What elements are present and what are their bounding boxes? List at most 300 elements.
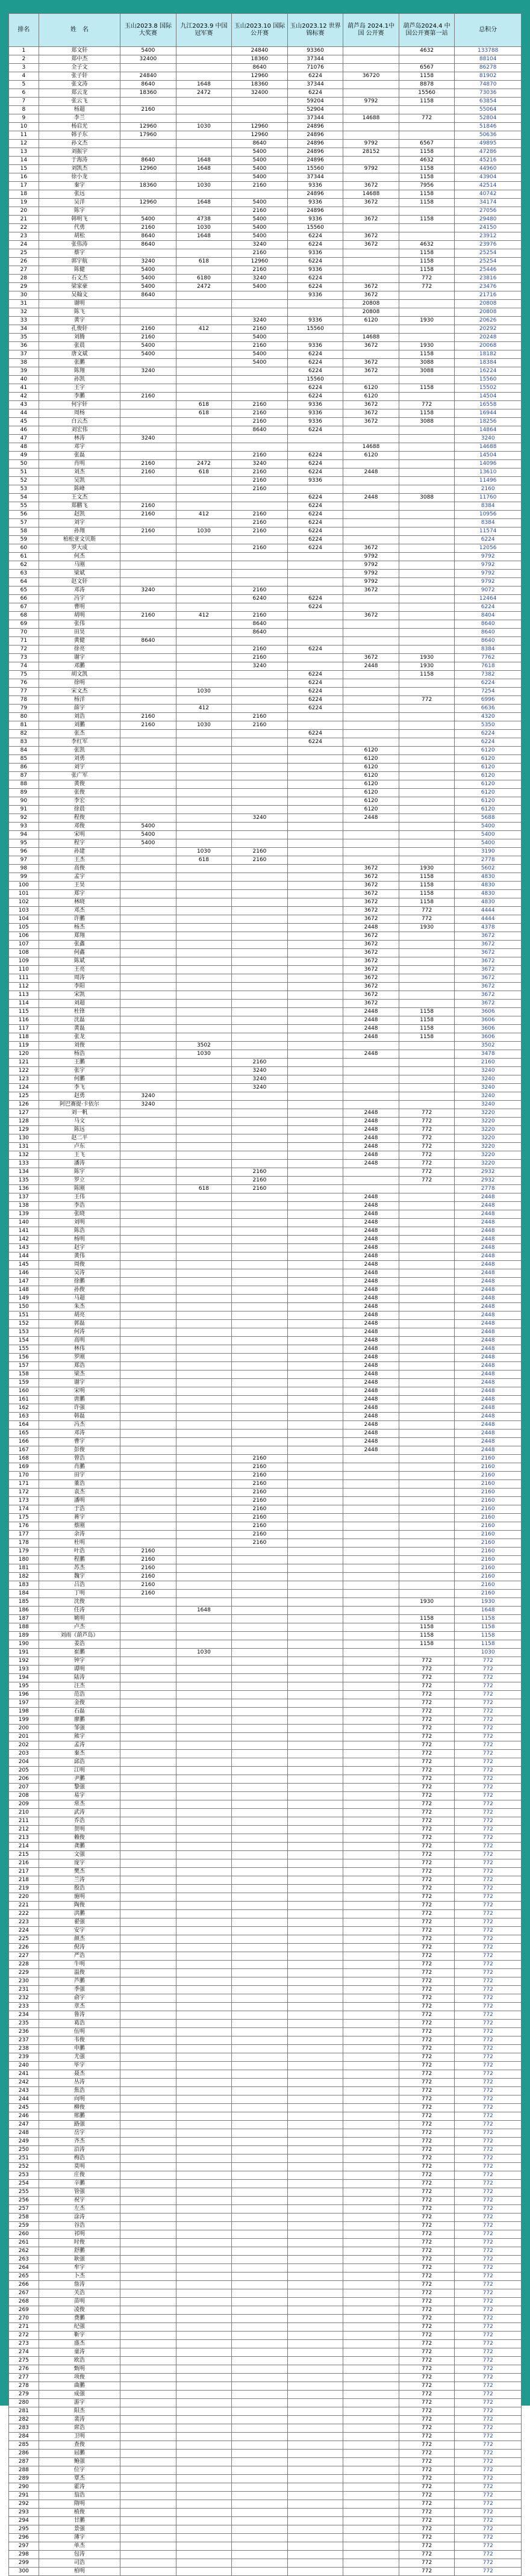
table-row: [9, 216, 522, 224]
cell-event-2: [176, 2416, 232, 2424]
cell-event-4: [287, 1025, 343, 1033]
cell-event-1: [120, 1725, 176, 1733]
cell-event-4: [287, 1109, 343, 1118]
cell-rank: 298: [9, 2551, 39, 2559]
cell-rank: 11: [9, 131, 39, 140]
cell-event-3: [232, 865, 288, 873]
cell-event-6: [399, 1573, 455, 1581]
cell-event-6: 15560: [399, 89, 455, 98]
cell-event-4: [287, 2365, 343, 2374]
cell-event-6: [399, 586, 455, 595]
cell-event-5: [343, 603, 399, 612]
cell-event-4: [287, 1666, 343, 1674]
cell-event-4: [287, 2348, 343, 2357]
cell-event-2: [176, 738, 232, 747]
cell-total: 9072: [455, 586, 522, 595]
cell-rank: 169: [9, 1463, 39, 1472]
cell-event-6: 772: [399, 2348, 455, 2357]
cell-event-4: [287, 1548, 343, 1556]
cell-event-1: [120, 2559, 176, 2568]
cell-rank: 154: [9, 1337, 39, 1345]
cell-total: 772: [455, 1977, 522, 1986]
cell-name: 张晓: [39, 1210, 120, 1219]
cell-event-3: [232, 2559, 288, 2568]
header-event-4: 玉山2023.12 世界锦标赛: [287, 14, 343, 47]
table-row: [9, 1033, 522, 1042]
cell-total: 2448: [455, 1370, 522, 1379]
cell-total: 772: [455, 2036, 522, 2045]
cell-event-1: [120, 662, 176, 671]
cell-rank: 194: [9, 1674, 39, 1682]
cell-total: 2448: [455, 1269, 522, 1278]
cell-event-4: [287, 2197, 343, 2205]
cell-event-2: [176, 64, 232, 72]
cell-event-6: [399, 1244, 455, 1252]
cell-event-1: [120, 595, 176, 603]
cell-event-3: [232, 2138, 288, 2146]
cell-event-1: [120, 1961, 176, 1969]
cell-rank: 39: [9, 367, 39, 376]
cell-name: 冯宇: [39, 595, 120, 603]
table-row: [9, 384, 522, 393]
cell-event-1: [120, 1918, 176, 1927]
cell-event-3: [232, 1809, 288, 1817]
cell-event-1: [120, 1539, 176, 1548]
cell-event-3: [232, 1944, 288, 1952]
cell-total: 772: [455, 2568, 522, 2576]
table-row: [9, 1859, 522, 1868]
cell-event-6: 772: [399, 1986, 455, 1994]
cell-event-6: [399, 452, 455, 460]
cell-event-2: [176, 1387, 232, 1396]
cell-event-2: [176, 1581, 232, 1590]
cell-total: 1648: [455, 1607, 522, 1615]
cell-event-4: [287, 1750, 343, 1758]
table-row: [9, 409, 522, 418]
cell-event-4: [287, 1564, 343, 1573]
cell-event-1: [120, 1480, 176, 1489]
table-row: [9, 2070, 522, 2079]
cell-event-3: [232, 578, 288, 586]
cell-event-5: [343, 1632, 399, 1640]
cell-event-3: [232, 2441, 288, 2450]
cell-event-3: [232, 2197, 288, 2205]
table-row: [9, 2214, 522, 2222]
cell-event-1: [120, 477, 176, 485]
cell-total: 3672: [455, 957, 522, 966]
cell-total: 1158: [455, 1623, 522, 1632]
ranking-table-container[interactable]: [8, 13, 522, 2574]
cell-event-3: [232, 2121, 288, 2129]
cell-name: 耿强: [39, 2256, 120, 2264]
cell-name: 刘宇: [39, 519, 120, 527]
cell-event-2: [176, 831, 232, 839]
cell-event-4: 24896: [287, 207, 343, 216]
cell-event-1: [120, 1413, 176, 1421]
cell-name: 隋明: [39, 2500, 120, 2509]
cell-event-1: 8640: [120, 241, 176, 249]
cell-name: 孟宇: [39, 873, 120, 882]
table-row: [9, 1042, 522, 1050]
cell-name: 詹涛: [39, 2281, 120, 2289]
cell-rank: 58: [9, 527, 39, 536]
cell-event-2: [176, 1927, 232, 1935]
cell-event-5: 2448: [343, 1362, 399, 1370]
cell-event-3: [232, 2205, 288, 2214]
table-row: [9, 241, 522, 249]
cell-total: 1158: [455, 1615, 522, 1623]
table-row: [9, 1320, 522, 1328]
cell-rank: 38: [9, 359, 39, 367]
cell-event-3: 12960: [232, 131, 288, 140]
cell-event-3: 3240: [232, 1084, 288, 1092]
cell-event-3: [232, 1227, 288, 1236]
cell-rank: 248: [9, 2129, 39, 2138]
cell-event-4: [287, 1160, 343, 1168]
cell-name: 张龙: [39, 1033, 120, 1042]
cell-total: 2448: [455, 1404, 522, 1413]
cell-rank: 292: [9, 2500, 39, 2509]
cell-event-2: [176, 764, 232, 772]
cell-name: 杨超: [39, 106, 120, 114]
table-row: [9, 662, 522, 671]
cell-total: 7254: [455, 688, 522, 696]
cell-event-5: [343, 2525, 399, 2534]
table-row: [9, 2230, 522, 2239]
cell-rank: 253: [9, 2171, 39, 2180]
cell-event-3: [232, 553, 288, 561]
cell-event-5: [343, 1800, 399, 1809]
cell-event-1: [120, 2382, 176, 2391]
cell-event-3: [232, 1311, 288, 1320]
cell-name: 蒋宇: [39, 1514, 120, 1522]
cell-total: 3672: [455, 991, 522, 1000]
cell-event-6: 772: [399, 2306, 455, 2315]
cell-rank: 85: [9, 755, 39, 764]
cell-name: 丁明: [39, 1590, 120, 1598]
cell-name: 田宇: [39, 1472, 120, 1480]
cell-event-3: 2160: [232, 485, 288, 494]
cell-event-5: 2448: [343, 1286, 399, 1295]
cell-event-4: 6224: [287, 738, 343, 747]
cell-event-1: 5400: [120, 350, 176, 359]
cell-total: 772: [455, 2129, 522, 2138]
cell-event-4: [287, 2559, 343, 2568]
cell-event-6: 1158: [399, 350, 455, 359]
cell-rank: 226: [9, 1944, 39, 1952]
cell-name: 林伟: [39, 1345, 120, 1354]
cell-event-3: [232, 2534, 288, 2542]
cell-event-6: 772: [399, 114, 455, 123]
cell-event-6: 772: [399, 1725, 455, 1733]
cell-event-5: [343, 1977, 399, 1986]
cell-event-3: [232, 1843, 288, 1851]
cell-name: 徐鹏: [39, 1278, 120, 1286]
cell-name: 裴涛: [39, 2416, 120, 2424]
cell-event-6: 772: [399, 1784, 455, 1792]
cell-event-5: [343, 1876, 399, 1885]
cell-event-3: [232, 2045, 288, 2053]
cell-event-6: 772: [399, 2028, 455, 2036]
cell-event-6: 772: [399, 1834, 455, 1843]
cell-event-2: [176, 1708, 232, 1716]
cell-event-3: 2160: [232, 477, 288, 485]
cell-rank: 205: [9, 1767, 39, 1775]
table-row: [9, 2247, 522, 2256]
cell-name: 韩明飞: [39, 216, 120, 224]
cell-event-6: 1158: [399, 266, 455, 275]
cell-event-2: [176, 2357, 232, 2365]
cell-event-3: [232, 1775, 288, 1784]
cell-event-2: [176, 1885, 232, 1893]
cell-rank: 111: [9, 974, 39, 983]
cell-rank: 42: [9, 393, 39, 401]
cell-rank: 117: [9, 1025, 39, 1033]
cell-event-3: 3240: [232, 460, 288, 468]
cell-event-2: [176, 620, 232, 629]
cell-rank: 161: [9, 1396, 39, 1404]
cell-event-3: [232, 1657, 288, 1666]
cell-event-3: 32400: [232, 89, 288, 98]
cell-event-3: 2160: [232, 1531, 288, 1539]
table-row: [9, 182, 522, 190]
cell-total: 88104: [455, 55, 522, 64]
cell-event-5: [343, 1741, 399, 1750]
cell-total: 55064: [455, 106, 522, 114]
cell-event-5: 2448: [343, 1311, 399, 1320]
cell-total: 24150: [455, 224, 522, 232]
cell-total: 772: [455, 2230, 522, 2239]
cell-event-4: 6224: [287, 679, 343, 688]
cell-total: 15560: [455, 376, 522, 384]
cell-event-5: [343, 2306, 399, 2315]
table-row: [9, 2053, 522, 2062]
table-row: [9, 1826, 522, 1834]
cell-name: 袁杰: [39, 1489, 120, 1497]
cell-event-4: [287, 983, 343, 991]
cell-event-5: [343, 1817, 399, 1826]
cell-total: 2448: [455, 1320, 522, 1328]
cell-total: 772: [455, 2062, 522, 2070]
table-row: [9, 1210, 522, 1219]
cell-event-6: [399, 1202, 455, 1210]
cell-rank: 276: [9, 2365, 39, 2374]
cell-event-6: [399, 1286, 455, 1295]
cell-event-1: [120, 1455, 176, 1463]
cell-total: 772: [455, 2264, 522, 2273]
cell-total: 3672: [455, 949, 522, 957]
cell-name: 常杰: [39, 1800, 120, 1809]
cell-total: 3190: [455, 848, 522, 856]
cell-total: 772: [455, 1826, 522, 1834]
cell-event-3: [232, 2492, 288, 2500]
cell-event-2: [176, 1741, 232, 1750]
cell-event-4: [287, 2273, 343, 2281]
cell-event-5: [343, 1059, 399, 1067]
cell-event-4: [287, 1505, 343, 1514]
cell-event-2: 618: [176, 856, 232, 865]
cell-event-5: 2448: [343, 1370, 399, 1379]
table-row: [9, 2289, 522, 2298]
cell-event-1: [120, 544, 176, 553]
cell-event-2: 618: [176, 258, 232, 266]
cell-event-3: 2160: [232, 1455, 288, 1463]
cell-event-1: [120, 2441, 176, 2450]
cell-event-6: 772: [399, 1843, 455, 1851]
cell-event-6: 772: [399, 2003, 455, 2011]
cell-event-3: 12960: [232, 123, 288, 131]
cell-name: 宋凯: [39, 991, 120, 1000]
cell-name: 秦杰: [39, 1750, 120, 1758]
cell-event-3: [232, 1548, 288, 1556]
cell-event-1: [120, 1851, 176, 1859]
cell-rank: 125: [9, 1092, 39, 1101]
header-rank: 排名: [9, 14, 39, 47]
table-row: [9, 1337, 522, 1345]
cell-rank: 254: [9, 2180, 39, 2188]
cell-event-4: [287, 1952, 343, 1961]
cell-event-2: [176, 1059, 232, 1067]
cell-event-5: [343, 2273, 399, 2281]
cell-name: 屈鹏: [39, 2450, 120, 2458]
cell-event-2: [176, 2188, 232, 2197]
cell-name: 刘宏伟: [39, 426, 120, 435]
cell-total: 2448: [455, 1387, 522, 1396]
cell-event-5: [343, 2222, 399, 2230]
cell-event-2: [176, 2492, 232, 2500]
cell-event-4: [287, 1590, 343, 1598]
cell-event-1: [120, 2020, 176, 2028]
cell-name: 聂杰: [39, 2070, 120, 2079]
cell-rank: 224: [9, 1927, 39, 1935]
cell-event-1: [120, 1118, 176, 1126]
cell-name: 童涛: [39, 2348, 120, 2357]
cell-rank: 188: [9, 1623, 39, 1632]
cell-name: 沿涛: [39, 2146, 120, 2154]
cell-event-1: [120, 308, 176, 317]
cell-rank: 90: [9, 797, 39, 806]
table-row: [9, 941, 522, 949]
cell-name: 周俊: [39, 1261, 120, 1269]
cell-name: 涂涛: [39, 2214, 120, 2222]
cell-event-4: [287, 1075, 343, 1084]
cell-event-5: [343, 2163, 399, 2171]
cell-event-5: 3672: [343, 941, 399, 949]
cell-event-5: [343, 2416, 399, 2424]
cell-rank: 279: [9, 2391, 39, 2399]
cell-name: 倪涛: [39, 1944, 120, 1952]
cell-event-5: [343, 823, 399, 831]
cell-event-1: [120, 1640, 176, 1649]
cell-event-4: [287, 1168, 343, 1177]
cell-total: 772: [455, 2180, 522, 2188]
cell-event-1: [120, 856, 176, 865]
cell-event-6: [399, 755, 455, 764]
cell-total: 2448: [455, 1446, 522, 1455]
table-row: [9, 2323, 522, 2332]
cell-event-2: [176, 2289, 232, 2298]
cell-event-2: [176, 747, 232, 755]
cell-total: 2448: [455, 1337, 522, 1345]
cell-rank: 177: [9, 1531, 39, 1539]
cell-name: 于浩: [39, 1505, 120, 1514]
cell-total: 2160: [455, 1564, 522, 1573]
table-row: [9, 1868, 522, 1876]
table-row: [9, 620, 522, 629]
cell-event-1: 2160: [120, 612, 176, 620]
cell-total: 20248: [455, 334, 522, 342]
cell-total: 15502: [455, 384, 522, 393]
cell-name: 赵文轩: [39, 578, 120, 586]
table-row: [9, 1446, 522, 1455]
cell-event-4: [287, 2500, 343, 2509]
cell-total: 772: [455, 2323, 522, 2332]
cell-event-3: [232, 1354, 288, 1362]
cell-event-5: 6120: [343, 384, 399, 393]
cell-event-1: [120, 418, 176, 426]
table-row: [9, 2407, 522, 2416]
table-row: [9, 1649, 522, 1657]
cell-event-6: 772: [399, 2298, 455, 2306]
cell-total: 9792: [455, 570, 522, 578]
table-row: [9, 789, 522, 797]
cell-event-6: [399, 1354, 455, 1362]
cell-event-3: [232, 1640, 288, 1649]
cell-event-1: [120, 848, 176, 856]
cell-name: 成强: [39, 2391, 120, 2399]
cell-event-1: [120, 2138, 176, 2146]
cell-event-6: 1158: [399, 249, 455, 258]
cell-event-3: [232, 1193, 288, 1202]
cell-event-2: 2472: [176, 89, 232, 98]
cell-event-5: [343, 460, 399, 468]
cell-event-3: [232, 1977, 288, 1986]
cell-event-6: 772: [399, 2222, 455, 2230]
cell-event-4: [287, 1969, 343, 1977]
cell-event-4: [287, 2121, 343, 2129]
cell-event-5: [343, 2298, 399, 2306]
cell-rank: 27: [9, 266, 39, 275]
cell-name: 吴洋: [39, 199, 120, 207]
cell-name: 刘俊: [39, 1042, 120, 1050]
cell-name: 赵二平: [39, 1134, 120, 1143]
cell-event-6: 1158: [399, 1033, 455, 1042]
cell-total: 772: [455, 2011, 522, 2020]
cell-event-6: [399, 1328, 455, 1337]
cell-event-2: [176, 2568, 232, 2576]
cell-total: 2160: [455, 485, 522, 494]
cell-total: 47286: [455, 148, 522, 157]
table-row: [9, 764, 522, 772]
cell-event-6: [399, 393, 455, 401]
cell-event-6: [399, 1590, 455, 1598]
table-row: [9, 2416, 522, 2424]
cell-total: 86278: [455, 64, 522, 72]
cell-event-5: [343, 131, 399, 140]
cell-event-5: 2448: [343, 1278, 399, 1286]
cell-event-6: 772: [399, 1994, 455, 2003]
cell-event-5: 3672: [343, 898, 399, 907]
cell-name: 徐晨: [39, 806, 120, 814]
cell-event-1: 2160: [120, 721, 176, 730]
cell-event-3: [232, 1016, 288, 1025]
cell-event-2: [176, 1455, 232, 1463]
cell-event-6: 772: [399, 2163, 455, 2171]
cell-event-4: [287, 1151, 343, 1160]
cell-rank: 234: [9, 2011, 39, 2020]
cell-event-5: [343, 1716, 399, 1725]
cell-total: 3240: [455, 435, 522, 443]
